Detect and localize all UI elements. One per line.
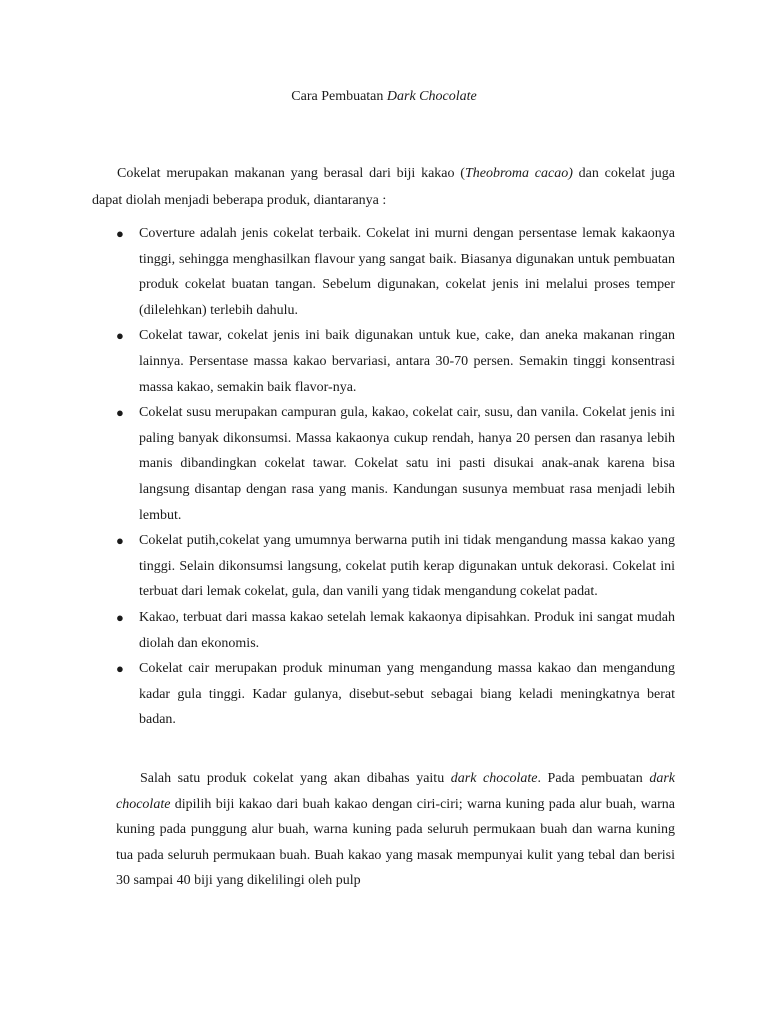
bullet-icon: ● (116, 609, 124, 625)
list-item-text: Cokelat cair merupakan produk minuman yang mengandung massa kakao dan mengandung kadar gula tinggi. Kadar gulanya, disebut-sebut sebagai biang keladi meningkatnya berat badan. (139, 661, 675, 728)
document-title (0, 88, 768, 106)
closing-text-2: . Pada pembuatan (537, 771, 650, 786)
list-item (92, 400, 675, 528)
bullet-icon: ● (116, 661, 124, 677)
closing-text-3: dipilih biji kakao dari buah kakao dengan ciri-ciri; warna kuning pada alur buah, warna kuning pada punggung alur buah, warna kuning pada seluruh permukaan buah dan warna kuning tua pada seluruh permukaan buah. Buah kakao yang masak mempunyai kulit yang tebal dan berisi 30 sampai 40 biji yang dikelilingi oleh pulp (116, 796, 675, 889)
intro-text-end: dan cokelat juga dapat diolah menjadi beberapa produk, diantaranya : (92, 166, 675, 208)
list-item-text: Cokelat susu merupakan campuran gula, kakao, cokelat cair, susu, dan vanila. Cokelat jenis ini paling banyak dikonsumsi. Massa kakaonya cukup rendah, hanya 20 persen dan rasanya lebih manis dibandingkan cokelat tawar. Cokelat satu ini pasti disukai anak-anak karena bisa langsung disantap dengan rasa yang manis. Kandungan susunya membuat rasa menjadi lebih lembut. (139, 405, 675, 523)
list-item-text: Kakao, terbuat dari massa kakao setelah lemak kakaonya dipisahkan. Produk ini sangat mudah diolah dan ekonomis. (139, 609, 675, 651)
product-list (92, 221, 675, 733)
list-item (92, 323, 675, 400)
bullet-icon: ● (116, 328, 124, 344)
bullet-icon: ● (116, 533, 124, 549)
list-item-text: Cokelat putih,cokelat yang umumnya berwarna putih ini tidak mengandung massa kakao yang tinggi. Selain dikonsumsi langsung, cokelat putih kerap digunakan untuk dekorasi. Cokelat ini terbuat dari lemak cokelat, gula, dan vanili yang tidak mengandung cokelat padat. (139, 533, 675, 600)
title-italic: Dark Chocolate (386, 89, 477, 104)
list-item (92, 528, 675, 605)
list-item (92, 221, 675, 323)
intro-text-start: Cokelat merupakan makanan yang berasal dari biji kakao ( (117, 166, 465, 181)
intro-paragraph (92, 160, 675, 214)
title-prefix: Cara Pembuatan (291, 89, 387, 104)
closing-italic-1: dark chocolate (450, 771, 538, 786)
closing-text-1: Salah satu produk cokelat yang akan dibahas yaitu (140, 771, 451, 786)
bullet-icon: ● (116, 226, 124, 241)
list-item-text: Cokelat tawar, cokelat jenis ini baik digunakan untuk kue, cake, dan aneka makanan ringan lainnya. Persentase massa kakao bervariasi, antara 30-70 persen. Semakin tinggi konsentrasi massa kakao, semakin baik flavor-nya. (139, 328, 675, 395)
closing-italic-2: dark chocolate (116, 771, 675, 812)
intro-scientific-name: Theobroma cacao) (464, 166, 573, 181)
closing-paragraph (116, 766, 675, 894)
bullet-icon: ● (116, 405, 124, 421)
list-item (92, 605, 675, 656)
list-item-text: Coverture adalah jenis cokelat terbaik. Cokelat ini murni dengan persentase lemak kakaonya tinggi, sehingga menghasilkan flavour yang sangat baik. Biasanya digunakan untuk pembuatan produk cokelat buatan tangan. Sebelum digunakan, cokelat jenis ini melalui proses temper (dilelehkan) terlebih dahulu. (139, 226, 675, 318)
list-item (92, 656, 675, 733)
